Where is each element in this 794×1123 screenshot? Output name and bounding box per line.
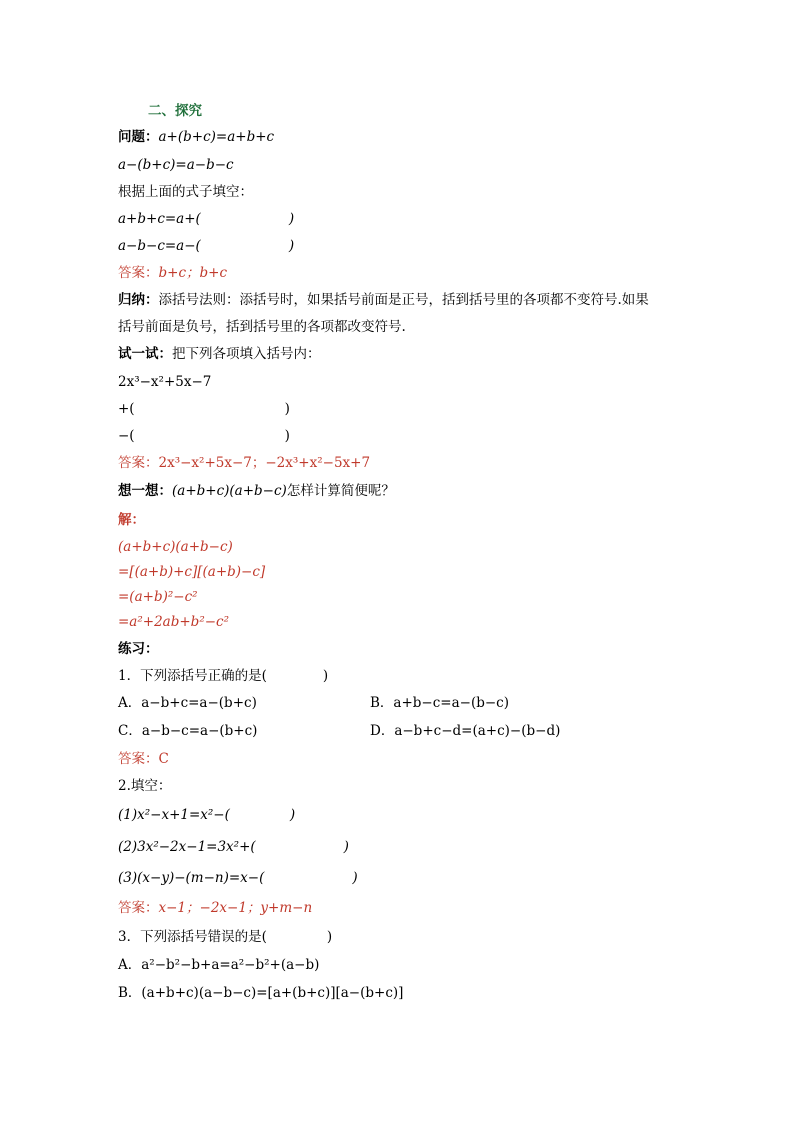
try-plus-right: )	[284, 401, 290, 417]
question-1-option-c[interactable]: C．a−b−c=a−(b+c)	[118, 723, 258, 739]
question-1	[118, 667, 328, 685]
question-3-stem: 3．下列添括号错误的是(	[118, 929, 267, 945]
think-text: 怎样计算简便呢？	[286, 483, 395, 499]
answer-3-label: 答案：	[118, 751, 159, 767]
answer-3	[118, 750, 169, 768]
fill-line-2-right: )	[288, 238, 295, 254]
answer-2-text: 2x³−x²+5x−7；−2x³+x²−5x+7	[158, 455, 371, 471]
fill-prompt: 根据上面的式子填空：	[118, 184, 253, 200]
question-2-item-2-left: (2)3x²−2x−1=3x²+(	[118, 839, 256, 855]
try-label: 试一试：	[118, 346, 172, 362]
try-minus-right: )	[284, 428, 290, 444]
answer-4-text: x−1；−2x−1；y+m−n	[158, 900, 313, 916]
try-text: 把下列各项填入括号内：	[172, 346, 321, 362]
think-label: 想一想：	[118, 483, 172, 499]
fill-line-1	[118, 210, 294, 228]
question-1-close: )	[322, 668, 329, 684]
section-title: 二、探究	[148, 103, 202, 119]
answer-2	[118, 454, 370, 472]
answer-3-text: C	[158, 751, 169, 767]
question-3-option-a[interactable]: A．a²−b²−b+a=a²−b²+(a−b)	[118, 957, 320, 973]
question-2-item-1	[118, 806, 295, 824]
question-2-item-3	[118, 869, 358, 887]
fill-line-2-left: a−b−c=a−(	[118, 238, 201, 254]
try-minus-left: −(	[118, 428, 135, 444]
question-3-option-b[interactable]: B．(a+b+c)(a−b−c)=[a+(b+c)][a−(b+c)]	[118, 985, 404, 1001]
question-1-options-row-1	[118, 694, 678, 712]
try-minus-line	[118, 427, 290, 445]
summary-line-1	[118, 291, 649, 309]
try-expression: 2x³−x²+5x−7	[118, 374, 212, 390]
answer-1-text: b+c；b+c	[158, 265, 228, 281]
summary-text-2: 括号前面是负号，括到括号里的各项都改变符号.	[118, 319, 406, 335]
think-expression: (a+b+c)(a+b−c)	[172, 483, 287, 499]
question-3-close: )	[326, 929, 333, 945]
solution-line-1: (a+b+c)(a+b−c)	[118, 539, 233, 555]
question-2-stem: 2.填空：	[118, 778, 172, 794]
fill-line-2	[118, 237, 294, 255]
practice-label: 练习：	[118, 641, 159, 657]
question-1-option-a[interactable]: A．a−b+c=a−(b+c)	[118, 695, 257, 711]
question-2-item-1-right: )	[289, 807, 296, 823]
solution-line-2: =[(a+b)+c][(a+b)−c]	[118, 564, 266, 580]
answer-1	[118, 264, 227, 282]
question-2-item-1-left: (1)x²−x+1=x²−(	[118, 807, 230, 823]
problem-line-1	[118, 128, 274, 146]
problem-expression-1: a+(b+c)=a+b+c	[158, 129, 275, 145]
answer-1-label: 答案：	[118, 265, 159, 281]
solution-label: 解：	[118, 512, 145, 528]
solution-line-3: =(a+b)²−c²	[118, 589, 198, 605]
question-1-options-row-2	[118, 722, 678, 740]
problem-expression-2: a−(b+c)=a−b−c	[118, 157, 234, 173]
think-line	[118, 482, 395, 500]
question-2-item-3-right: )	[352, 870, 358, 886]
fill-line-1-left: a+b+c=a+(	[118, 211, 201, 227]
summary-text-1: 添括号法则：添括号时，如果括号前面是正号，括到括号里的各项都不变符号.如果	[158, 292, 649, 308]
question-2-item-2-right: )	[343, 839, 349, 855]
answer-4-label: 答案：	[118, 900, 159, 916]
summary-label: 归纳：	[118, 292, 159, 308]
question-1-option-d[interactable]: D．a−b+c−d=(a+c)−(b−d)	[370, 723, 561, 739]
problem-label: 问题：	[118, 129, 159, 145]
question-1-stem: 1．下列添括号正确的是(	[118, 668, 267, 684]
fill-line-1-right: )	[288, 211, 295, 227]
question-2-item-3-left: (3)(x−y)−(m−n)=x−(	[118, 870, 265, 886]
question-2-item-2	[118, 838, 349, 856]
try-plus-line	[118, 400, 290, 418]
question-1-option-b[interactable]: B．a+b−c=a−(b−c)	[370, 695, 510, 711]
question-3	[118, 928, 332, 946]
solution-line-4: =a²+2ab+b²−c²	[118, 614, 230, 630]
try-line	[118, 345, 321, 363]
answer-2-label: 答案：	[118, 455, 159, 471]
try-plus-left: +(	[118, 401, 135, 417]
answer-4	[118, 899, 312, 917]
